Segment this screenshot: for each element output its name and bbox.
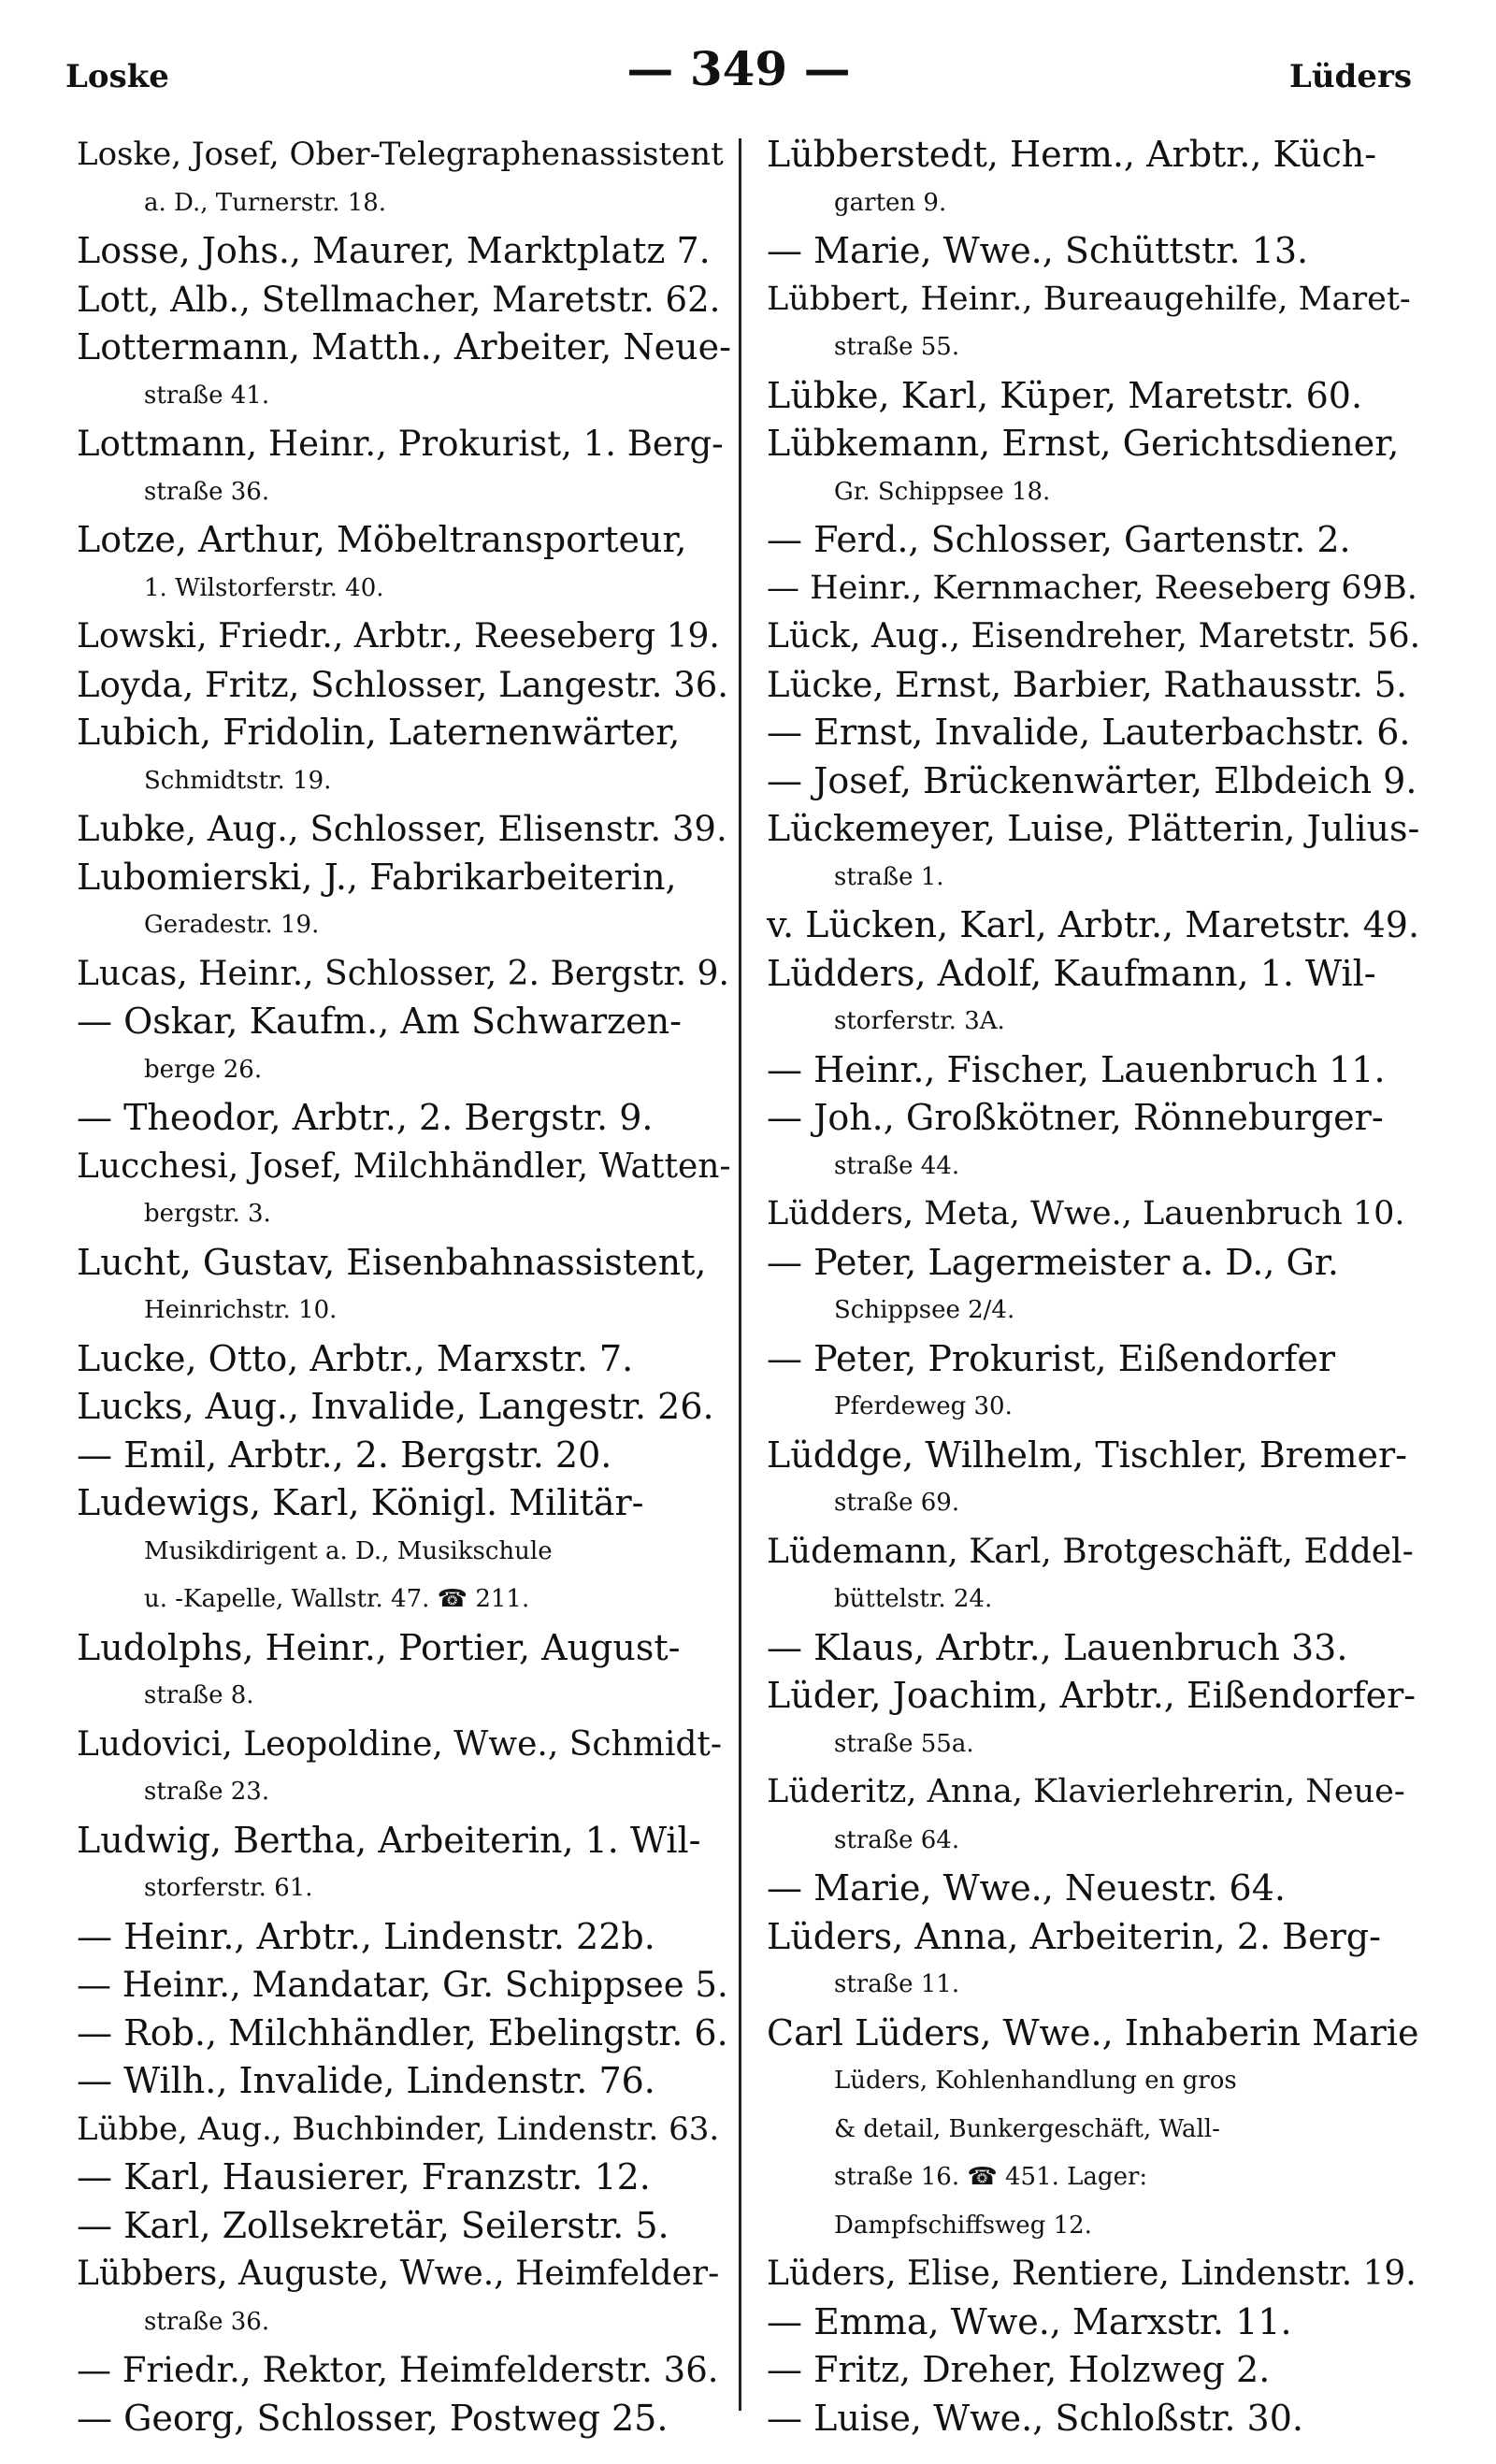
- entry-continuation: Schippsee 2/4.: [834, 1296, 1015, 1324]
- directory-entry: [77, 516, 731, 612]
- entry-line: Ludewigs, Karl, Königl. Militär-: [77, 1482, 644, 1523]
- directory-entry: [767, 227, 1421, 276]
- entry-line: — Heinr., Mandatar, Gr. Schippsee 5.: [77, 1965, 728, 2005]
- entry-line: v. Lücken, Karl, Arbtr., Maretstr. 49.: [767, 904, 1420, 945]
- directory-entry: [77, 1239, 731, 1335]
- directory-entry: [77, 2154, 731, 2202]
- entry-continuation: straße 55.: [834, 333, 960, 361]
- entry-line: — Klaus, Arbtr., Lauenbruch 33.: [767, 1626, 1348, 1668]
- entry-line: — Heinr., Arbtr., Lindenstr. 22b.: [77, 1915, 655, 1957]
- entry-line: Lott, Alb., Stellmacher, Maretstr. 62.: [77, 279, 721, 320]
- directory-entry: [767, 612, 1421, 661]
- entry-line: Lotze, Arthur, Möbeltransporteur,: [77, 519, 687, 560]
- entry-continuation: 1. Wilstorferstr. 40.: [144, 573, 384, 602]
- entry-line: Lüders, Elise, Rentiere, Lindenstr. 19.: [767, 2255, 1417, 2293]
- entry-continuation: a. D., Turnerstr. 18.: [144, 188, 387, 217]
- entry-line: Lüdemann, Karl, Brotgeschäft, Eddel-: [767, 1532, 1414, 1571]
- entry-continuation: Schmidtstr. 19.: [144, 766, 332, 795]
- directory-entry: [77, 709, 731, 805]
- directory-entry: [767, 1768, 1421, 1865]
- directory-entry: [77, 131, 731, 227]
- entry-line: — Josef, Brückenwärter, Elbdeich 9.: [767, 759, 1417, 801]
- directory-entry: [767, 1046, 1421, 1095]
- entry-line: Lübkemann, Ernst, Gerichtsdiener,: [767, 423, 1400, 464]
- entry-line: Lübberstedt, Herm., Arbtr., Küch-: [767, 134, 1377, 175]
- entry-continuation: straße 69.: [834, 1489, 960, 1517]
- entry-line: Loske, Josef, Ober-Telegraphenassistent: [77, 136, 724, 173]
- entry-line: Lückemeyer, Luise, Plätterin, Julius-: [767, 808, 1420, 849]
- directory-entry: [77, 2202, 731, 2251]
- directory-entry: [77, 1624, 731, 1721]
- directory-entry: [767, 757, 1421, 806]
- entry-continuation: straße 41.: [144, 381, 270, 410]
- directory-entry: [77, 2010, 731, 2058]
- directory-entry: [767, 2250, 1421, 2298]
- entry-line: — Ernst, Invalide, Lauterbachstr. 6.: [767, 712, 1411, 753]
- entry-continuation: straße 8.: [144, 1681, 254, 1709]
- directory-entry: [77, 1143, 731, 1239]
- directory-entry: [77, 324, 731, 420]
- directory-entry: [77, 1479, 731, 1624]
- entry-line: Lucchesi, Josef, Milchhändler, Watten-: [77, 1146, 731, 1186]
- directory-entry: [77, 612, 731, 661]
- running-head-right: Lüders: [1288, 58, 1412, 95]
- directory-entry: [77, 1961, 731, 2010]
- directory-entry: [767, 1528, 1421, 1624]
- directory-entry: [77, 805, 731, 854]
- directory-entry: [77, 2250, 731, 2346]
- entry-continuation: straße 36.: [144, 477, 270, 506]
- column-divider: [739, 138, 741, 2411]
- directory-entry: [767, 1094, 1421, 1190]
- entry-line: — Heinr., Fischer, Lauenbruch 11.: [767, 1048, 1386, 1090]
- entry-line: — Emma, Wwe., Marxstr. 11.: [767, 2300, 1292, 2342]
- entry-continuation: straße 1.: [834, 862, 944, 891]
- directory-entry: [77, 1094, 731, 1143]
- entry-continuation: bergstr. 3.: [144, 1200, 271, 1228]
- running-head-left: Loske: [65, 58, 169, 95]
- directory-entry: [77, 2395, 731, 2443]
- page-header: [65, 36, 1412, 101]
- entry-continuation: büttelstr. 24.: [834, 1585, 993, 1613]
- entry-continuation: straße 16. ☎ 451. Lager:: [834, 2163, 1148, 2191]
- entry-continuation: straße 64.: [834, 1825, 960, 1854]
- entry-line: — Oskar, Kaufm., Am Schwarzen-: [77, 1001, 682, 1042]
- directory-entry: [767, 2010, 1421, 2251]
- entry-line: — Georg, Schlosser, Postweg 25.: [77, 2397, 669, 2439]
- entry-line: — Joh., Großkötner, Rönneburger-: [767, 1097, 1384, 1138]
- entry-continuation: Dampfschiffsweg 12.: [834, 2211, 1092, 2240]
- entry-line: Ludovici, Leopoldine, Wwe., Schmidt-: [77, 1724, 723, 1764]
- entry-line: — Karl, Zollsekretär, Seilerstr. 5.: [77, 2204, 669, 2246]
- entry-line: — Theodor, Arbtr., 2. Bergstr. 9.: [77, 1097, 654, 1138]
- left-column: [77, 131, 731, 2442]
- entry-continuation: garten 9.: [834, 188, 947, 217]
- entry-continuation: straße 11.: [834, 1970, 960, 1998]
- entry-line: Lübke, Karl, Küper, Maretstr. 60.: [767, 374, 1363, 416]
- directory-entry: [77, 2106, 731, 2154]
- entry-line: Ludolphs, Heinr., Portier, August-: [77, 1626, 681, 1668]
- entry-line: Lubich, Fridolin, Laternenwärter,: [77, 712, 681, 753]
- directory-entry: [77, 661, 731, 710]
- entry-continuation: berge 26.: [144, 1055, 263, 1084]
- directory-entry: [77, 420, 731, 516]
- entry-line: Lowski, Friedr., Arbtr., Reeseberg 19.: [77, 617, 720, 656]
- entry-continuation: straße 36.: [144, 2307, 270, 2336]
- entry-line: Ludwig, Bertha, Arbeiterin, 1. Wil-: [77, 1819, 701, 1861]
- entry-line: Lubke, Aug., Schlosser, Elisenstr. 39.: [77, 809, 727, 849]
- directory-entry: [767, 1190, 1421, 1239]
- entry-line: — Karl, Hausierer, Franzstr. 12.: [77, 2156, 651, 2197]
- directory-entry: [767, 950, 1421, 1046]
- directory-entry: [77, 1817, 731, 1913]
- directory-entry: [77, 1335, 731, 1384]
- entry-line: — Marie, Wwe., Schüttstr. 13.: [767, 230, 1309, 271]
- directory-entry: [767, 709, 1421, 757]
- entry-line: Lottmann, Heinr., Prokurist, 1. Berg-: [77, 424, 724, 464]
- entry-line: Lüders, Anna, Arbeiterin, 2. Berg-: [767, 1915, 1381, 1957]
- entry-line: — Heinr., Kernmacher, Reeseberg 69B.: [767, 569, 1417, 607]
- directory-entry: [767, 1432, 1421, 1528]
- directory-entry: [77, 1432, 731, 1480]
- directory-entry: [767, 1913, 1421, 2010]
- entry-line: Lübbe, Aug., Buchbinder, Lindenstr. 63.: [77, 2110, 720, 2148]
- directory-entry: [77, 1913, 731, 1962]
- entry-line: Lück, Aug., Eisendreher, Maretstr. 56.: [767, 617, 1421, 656]
- entry-continuation: & detail, Bunkergeschäft, Wall-: [834, 2114, 1220, 2143]
- directory-entry: [767, 2298, 1421, 2347]
- entry-continuation: Geradestr. 19.: [144, 911, 320, 939]
- directory-entry: [767, 1239, 1421, 1335]
- entry-line: Lüder, Joachim, Arbtr., Eißendorfer-: [767, 1675, 1417, 1716]
- entry-line: — Fritz, Dreher, Holzweg 2.: [767, 2349, 1271, 2390]
- entry-continuation: Lüders, Kohlenhandlung en gros: [834, 2067, 1237, 2095]
- entry-continuation: Pferdeweg 30.: [834, 1392, 1013, 1420]
- directory-entry: [77, 1721, 731, 1817]
- entry-line: Carl Lüders, Wwe., Inhaberin Marie: [767, 2011, 1419, 2053]
- page-number: — 349 —: [626, 41, 851, 96]
- directory-entry: [77, 276, 731, 324]
- entry-line: Lüddge, Wilhelm, Tischler, Bremer-: [767, 1434, 1407, 1476]
- directory-entry: [767, 516, 1421, 565]
- entry-line: Lubomierski, J., Fabrikarbeiterin,: [77, 856, 677, 898]
- entry-continuation: storferstr. 3A.: [834, 1007, 1005, 1035]
- entry-line: Lucke, Otto, Arbtr., Marxstr. 7.: [77, 1337, 634, 1379]
- entry-line: Lucht, Gustav, Eisenbahnassistent,: [77, 1241, 707, 1283]
- entry-continuation: straße 23.: [144, 1778, 270, 1806]
- entry-continuation: straße 44.: [834, 1151, 960, 1180]
- entry-line: — Marie, Wwe., Neuestr. 64.: [767, 1867, 1286, 1909]
- entry-line: — Peter, Prokurist, Eißendorfer: [767, 1337, 1336, 1379]
- directory-entry: [77, 1383, 731, 1432]
- entry-line: Loyda, Fritz, Schlosser, Langestr. 36.: [77, 664, 729, 705]
- entry-line: — Luise, Wwe., Schloßstr. 30.: [767, 2397, 1303, 2439]
- entry-line: — Peter, Lagermeister a. D., Gr.: [767, 1241, 1339, 1283]
- directory-columns: [77, 131, 1421, 2439]
- directory-entry: [767, 565, 1421, 613]
- entry-line: — Rob., Milchhändler, Ebelingstr. 6.: [77, 2011, 728, 2053]
- entry-line: Lottermann, Matth., Arbeiter, Neue-: [77, 326, 731, 367]
- directory-entry: [77, 2057, 731, 2106]
- directory-entry: [767, 1865, 1421, 1913]
- entry-line: — Friedr., Rektor, Heimfelderstr. 36.: [77, 2350, 719, 2390]
- entry-line: Lucks, Aug., Invalide, Langestr. 26.: [77, 1386, 714, 1427]
- directory-entry: [767, 901, 1421, 950]
- entry-line: Lücke, Ernst, Barbier, Rathausstr. 5.: [767, 664, 1408, 705]
- directory-entry: [767, 1624, 1421, 1673]
- entry-continuation: Heinrichstr. 10.: [144, 1296, 338, 1324]
- directory-entry: [767, 661, 1421, 710]
- entry-line: Lübbers, Auguste, Wwe., Heimfelder-: [77, 2255, 720, 2293]
- directory-entry: [767, 420, 1421, 516]
- entry-continuation: straße 55a.: [834, 1729, 974, 1758]
- directory-entry: [767, 2346, 1421, 2395]
- directory-entry: [77, 998, 731, 1094]
- entry-line: Lüderitz, Anna, Klavierlehrerin, Neue-: [767, 1773, 1405, 1810]
- right-column: [767, 131, 1421, 2442]
- directory-entry: [767, 131, 1421, 227]
- directory-entry: [767, 1335, 1421, 1432]
- entry-continuation: u. -Kapelle, Wallstr. 47. ☎ 211.: [144, 1585, 530, 1613]
- directory-entry: [767, 805, 1421, 901]
- directory-entry: [767, 372, 1421, 421]
- entry-line: Lübbert, Heinr., Bureaugehilfe, Maret-: [767, 280, 1411, 318]
- directory-entry: [77, 854, 731, 950]
- entry-continuation: storferstr. 61.: [144, 1874, 313, 1902]
- directory-entry: [77, 950, 731, 999]
- directory-entry: [767, 276, 1421, 372]
- entry-continuation: Gr. Schippsee 18.: [834, 477, 1051, 506]
- directory-entry: [767, 2395, 1421, 2443]
- entry-line: Losse, Johs., Maurer, Marktplatz 7.: [77, 230, 711, 271]
- entry-line: Lucas, Heinr., Schlosser, 2. Bergstr. 9.: [77, 954, 729, 993]
- directory-entry: [767, 1672, 1421, 1768]
- entry-line: — Ferd., Schlosser, Gartenstr. 2.: [767, 519, 1351, 560]
- entry-line: Lüdders, Meta, Wwe., Lauenbruch 10.: [767, 1195, 1405, 1232]
- entry-line: — Wilh., Invalide, Lindenstr. 76.: [77, 2060, 655, 2101]
- directory-entry: [77, 2346, 731, 2395]
- directory-entry: [77, 227, 731, 276]
- entry-line: Lüdders, Adolf, Kaufmann, 1. Wil-: [767, 952, 1376, 994]
- entry-line: — Emil, Arbtr., 2. Bergstr. 20.: [77, 1434, 612, 1476]
- entry-continuation: Musikdirigent a. D., Musikschule: [144, 1536, 553, 1565]
